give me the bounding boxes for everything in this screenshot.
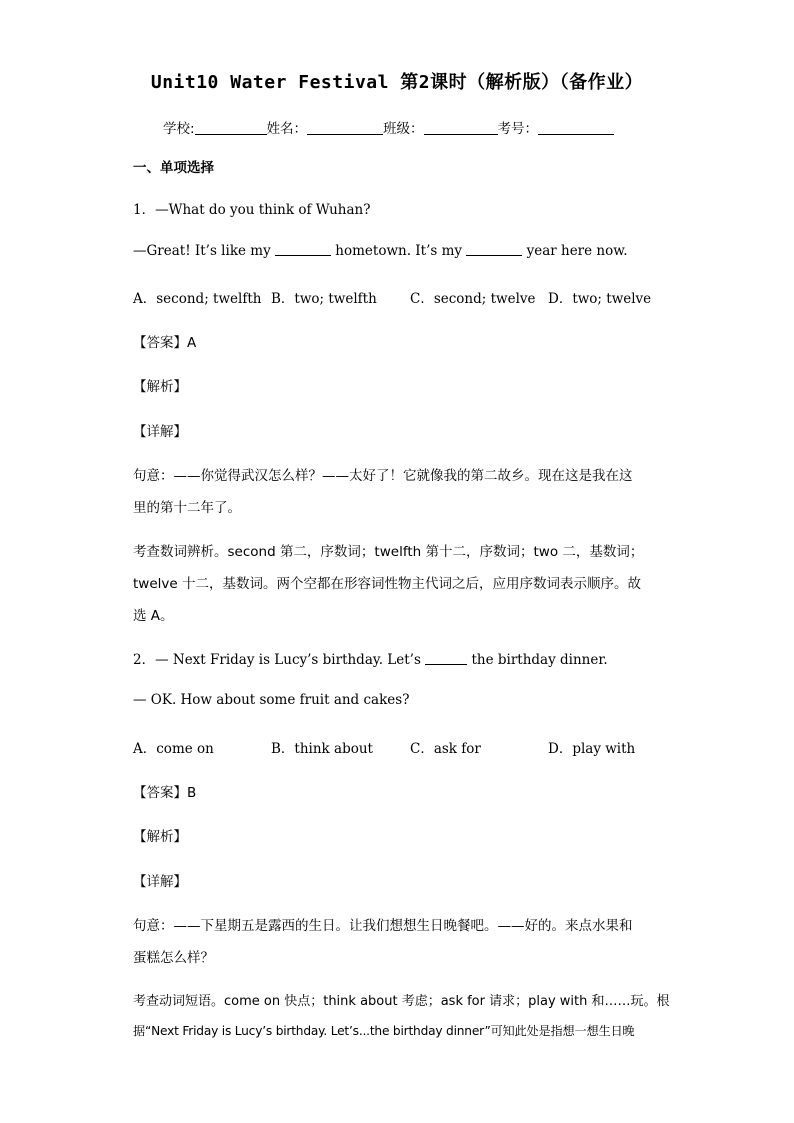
q1-option-b: B．two; twelfth [271, 291, 377, 307]
q1-line2 [133, 243, 627, 259]
school-label: 学校: [163, 121, 195, 137]
q1-option-d: D．two; twelve [548, 291, 652, 307]
q1-line2-part-b: hometown. It’s my [331, 243, 467, 259]
page-title: Unit10 Water Festival 第2课时（解析版）（备作业） [150, 72, 644, 93]
q2-line2: — OK. How about some fruit and cakes? [133, 692, 410, 708]
q2-stem-part-b: the birthday dinner. [467, 652, 608, 668]
q2-analysis-label: 【解析】 [133, 829, 187, 845]
school-blank[interactable] [195, 120, 267, 135]
q1-meaning-line-2: 里的第十二年了。 [133, 500, 241, 516]
name-blank[interactable] [307, 120, 383, 135]
q1-meaning-line-1: 句意：——你觉得武汉怎么样？——太好了！它就像我的第二故乡。现在这是我在这 [133, 468, 633, 484]
q1-analysis-label: 【解析】 [133, 379, 187, 395]
q2-meaning-line-2: 蛋糕怎么样？ [133, 950, 214, 966]
exam-no-label: 考号： [497, 121, 539, 137]
q2-explanation-line-1: 考查动词短语。come on 快点；think about 考虑；ask for 请求；play with 和……玩。根 [133, 994, 670, 1009]
q1-option-c: C．second; twelve [410, 291, 536, 307]
q2-detail-label: 【详解】 [133, 874, 187, 890]
q2-option-d: D．play with [548, 741, 636, 757]
q2-explanation-line-2: 据“Next Friday is Lucy’s birthday. Let’s...the birthday dinner”可知此处是指想一想生日晚 [133, 1024, 635, 1038]
exam-no-blank[interactable] [538, 120, 614, 135]
q1-option-a: A．second; twelfth [133, 291, 262, 307]
q1-answer: 【答案】A [133, 335, 197, 351]
q1-detail-label: 【详解】 [133, 424, 187, 440]
q2-stem-part-a: 2．— Next Friday is Lucy’s birthday. Let’s [133, 652, 426, 668]
q1-line2-part-c: year here now. [522, 243, 628, 259]
q1-explanation-line-2: twelve 十二，基数词。两个空都在形容词性物主代词之后，应用序数词表示顺序。故 [133, 576, 641, 592]
class-label: 班级： [383, 121, 424, 137]
section-heading: 一、单项选择 [133, 160, 214, 176]
name-label: 姓名： [266, 121, 308, 137]
q1-explanation-line-1: 考查数词辨析。second 第二，序数词；twelfth 第十二，序数词；two 二，基数词； [133, 544, 644, 560]
q2-option-b: B．think about [271, 741, 373, 757]
student-info-line [163, 117, 614, 137]
q1-line2-part-a: —Great! It’s like my [133, 243, 276, 259]
q2-option-c: C．ask for [410, 741, 481, 757]
class-blank[interactable] [424, 120, 498, 135]
q1-stem: 1．—What do you think of Wuhan? [133, 202, 371, 218]
q2-option-a: A．come on [133, 741, 214, 757]
q1-explanation-line-3: 选 A。 [133, 608, 174, 624]
q2-stem [133, 648, 608, 668]
q1-blank-1 [275, 243, 331, 256]
q2-meaning-line-1: 句意：——下星期五是露西的生日。让我们想想生日晚餐吧。——好的。来点水果和 [133, 918, 633, 934]
q2-blank [425, 652, 467, 665]
q1-blank-2 [466, 243, 522, 256]
q2-answer: 【答案】B [133, 785, 197, 801]
